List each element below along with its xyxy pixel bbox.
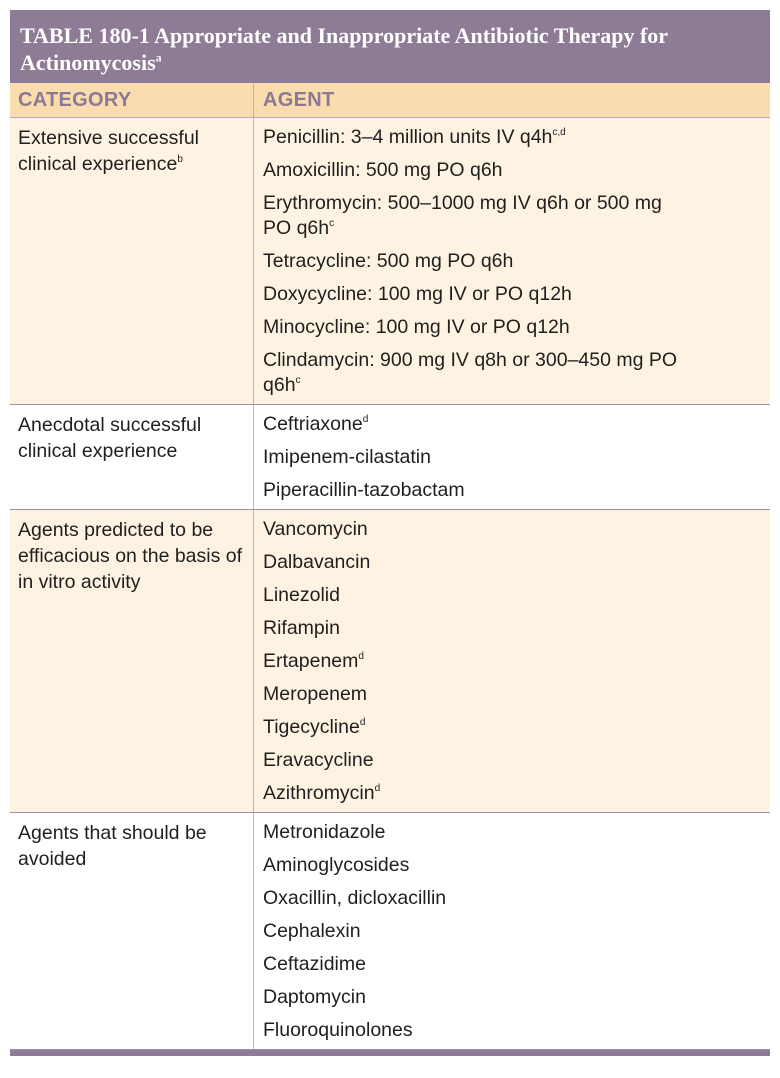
- category-text: Agents predicted to be efficacious on the basis of in vitro activity: [18, 519, 243, 593]
- agent-item: [263, 748, 770, 773]
- table-title: [10, 10, 770, 81]
- agent-text: Meropenem: [263, 683, 368, 705]
- table-row: [10, 118, 770, 405]
- agent-item: [263, 315, 770, 340]
- agent-item: [263, 952, 770, 977]
- agent-footnote: d: [362, 414, 369, 425]
- table-bottom-rule: [10, 1050, 770, 1056]
- agent-text: Tigecycline: [263, 716, 360, 738]
- agent-footnote: d: [374, 783, 381, 794]
- agent-footnote: c: [329, 218, 335, 229]
- agent-item: [263, 517, 770, 542]
- category-cell: [10, 813, 253, 1049]
- agent-item: [263, 682, 770, 707]
- table-title-text: TABLE 180-1 Appropriate and Inappropriate Antibiotic Therapy for Actinomycosis: [20, 23, 668, 75]
- agent-item: [263, 282, 770, 307]
- agent-text: Minocycline: 100 mg IV or PO q12h: [263, 316, 570, 338]
- category-text: Extensive successful clinical experience: [18, 127, 199, 175]
- agent-text: Imipenem-cilastatin: [263, 446, 431, 468]
- agent-item: [263, 1018, 770, 1043]
- agent-item: [263, 348, 770, 398]
- agent-item: [263, 125, 770, 150]
- agent-item: [263, 919, 770, 944]
- category-text: Anecdotal successful clinical experience: [18, 414, 202, 462]
- agent-footnote: c,d: [552, 127, 566, 138]
- header-agent: [253, 83, 770, 117]
- agent-text: Clindamycin: 900 mg IV q8h or 300–450 mg PO q6h: [263, 349, 678, 396]
- agent-item: [263, 985, 770, 1010]
- agent-item: [263, 412, 770, 437]
- category-text: Agents that should be avoided: [18, 822, 207, 870]
- agent-item: [263, 616, 770, 641]
- agent-item: [263, 478, 770, 503]
- agent-footnote: c: [295, 375, 301, 386]
- agent-cell: [253, 405, 770, 509]
- table-body: [10, 118, 770, 1050]
- agent-text: Fluoroquinolones: [263, 1019, 413, 1041]
- agent-text: Dalbavancin: [263, 551, 371, 573]
- agent-text: Vancomycin: [263, 518, 368, 540]
- category-footnote: b: [177, 154, 183, 165]
- agent-text: Linezolid: [263, 584, 340, 606]
- agent-item: [263, 649, 770, 674]
- agent-item: [263, 781, 770, 806]
- agent-item: [263, 445, 770, 470]
- agent-text: Eravacycline: [263, 749, 374, 771]
- category-cell: [10, 405, 253, 509]
- antibiotic-table: [10, 10, 770, 1056]
- agent-text: Daptomycin: [263, 986, 366, 1008]
- table-row: [10, 813, 770, 1050]
- agent-text: Ertapenem: [263, 650, 359, 672]
- table-title-footnote: a: [155, 50, 162, 65]
- agent-text: Oxacillin, dicloxacillin: [263, 887, 447, 909]
- agent-item: [263, 886, 770, 911]
- agent-text: Piperacillin-tazobactam: [263, 479, 465, 501]
- agent-text: Aminoglycosides: [263, 854, 410, 876]
- header-category: CATEGORY: [18, 88, 132, 111]
- agent-item: [263, 191, 770, 241]
- agent-item: [263, 550, 770, 575]
- agent-text: Cephalexin: [263, 920, 361, 942]
- agent-text: Erythromycin: 500–1000 mg IV q6h or 500 mg PO q6h: [263, 192, 662, 239]
- agent-cell: [253, 510, 770, 812]
- agent-footnote: d: [359, 717, 366, 728]
- agent-item: [263, 820, 770, 845]
- agent-item: [263, 583, 770, 608]
- table-row: [10, 510, 770, 813]
- agent-text: Doxycycline: 100 mg IV or PO q12h: [263, 283, 572, 305]
- agent-item: [263, 249, 770, 274]
- agent-text: Amoxicillin: 500 mg PO q6h: [263, 159, 503, 181]
- table-row: [10, 405, 770, 510]
- agent-text: Penicillin: 3–4 million units IV q4h: [263, 126, 553, 148]
- category-cell: [10, 510, 253, 812]
- agent-item: [263, 715, 770, 740]
- header-agent-label: AGENT: [263, 88, 335, 111]
- agent-text: Tetracycline: 500 mg PO q6h: [263, 250, 514, 272]
- agent-item: [263, 158, 770, 183]
- agent-text: Metronidazole: [263, 821, 386, 843]
- agent-text: Rifampin: [263, 617, 340, 639]
- agent-footnote: d: [358, 651, 364, 662]
- agent-cell: [253, 813, 770, 1049]
- agent-text: Ceftazidime: [263, 953, 366, 975]
- agent-text: Azithromycin: [263, 782, 375, 804]
- table-header-row: [10, 81, 770, 118]
- agent-text: Ceftriaxone: [263, 413, 363, 435]
- agent-item: [263, 853, 770, 878]
- category-cell: [10, 118, 253, 404]
- agent-cell: [253, 118, 770, 404]
